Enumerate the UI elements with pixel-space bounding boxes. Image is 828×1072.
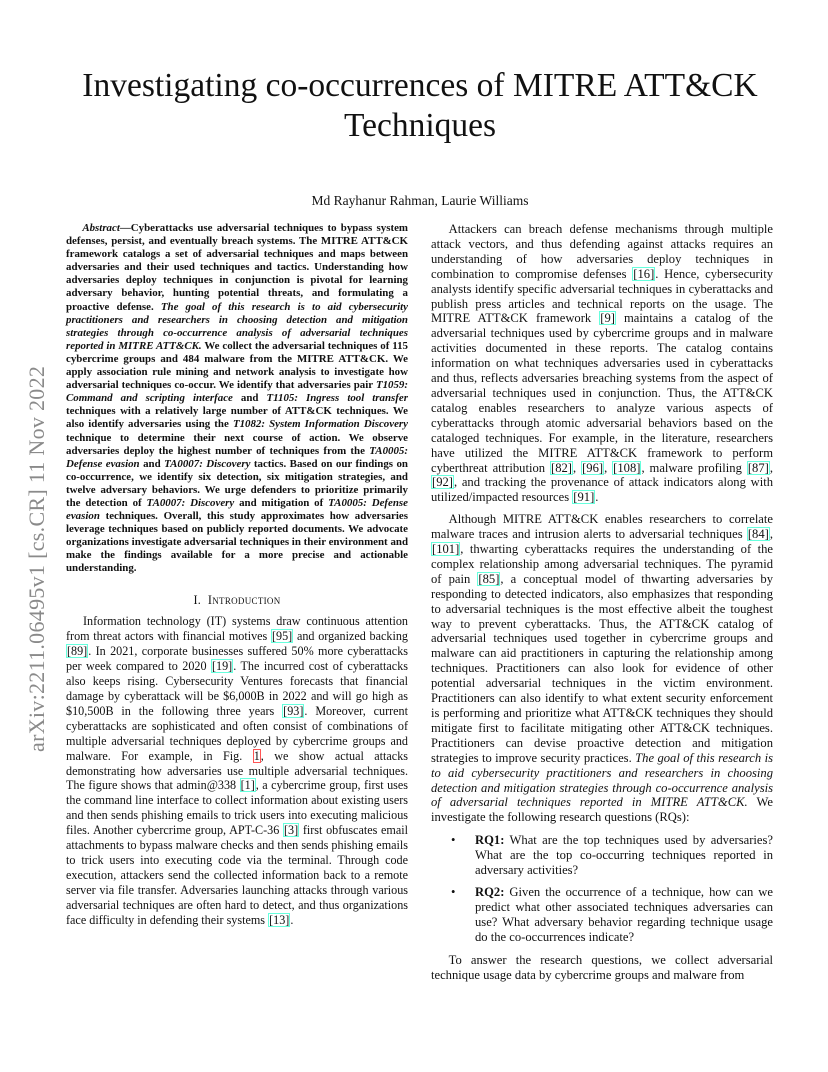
citation-link[interactable]: [85]	[478, 571, 500, 586]
abstract-label: Abstract	[82, 222, 120, 234]
right-paragraph-1: Attackers can breach defense mechanisms through multiple attack vectors, and thus defending against attacks requires an understanding of how adversaries deploy techniques in combination to compromise defenses [16]. Hence, cybersecurity analysts identify specific adversarial techniques in cyberattacks and publish press articles and technical reports on the usage. The MITRE ATT&CK framework [9] maintains a catalog of the adversarial techniques used by cybercrime groups and in malware activities documented in these reports. The catalog contains information on what techniques adversaries used in cyberattacks and thus, reflects adversaries breaching systems from the aspect of adversarial techniques used in conjunction. Thus, the ATT&CK catalog enables researchers to analyze various aspects of cyberattacks through atomic adversarial behaviors based on the cataloged techniques. For example, in the literature, researchers have utilized the MITRE ATT&CK framework to perform cyberthreat attribution [82], [96], [108], malware profiling [87], [92], and tracking the provenance of attack indicators along with utilized/impacted resources [91].	[431, 222, 774, 505]
citation-link[interactable]: [92]	[432, 475, 453, 490]
intro-paragraph-1: Information technology (IT) systems draw continuous attention from threat actors with financial motives [95] and organized backing [89]. In 2021, corporate businesses suffered 50% more cyberattacks per week compared to 2020 [19]. The incurred cost of cyberattacks also keeps rising. Cybersecurity Ventures forecasts that financial damage by cyberattack will be $6,000B in 2022 and will go high as $10,500B in the following three years [93]. Moreover, current cyberattacks are sophisticated and often consist of combinations of multiple adversarial techniques deployed by cybercrime groups and malware. For example, in Fig. 1, we show actual attacks demonstrating how adversaries use multiple adversarial techniques. The figure shows that admin@338 [1], a cybercrime group, first uses the command line interface to collect information about existing users and then sends phishing emails to trick users into executing malicious files. Another cybercrime group, APT-C-36 [3] first obfuscates email attachments to bypass malware checks and then sends phishing emails to trick users into executing code via the terminal. Through code execution, attackers send the collected information back to a remote server via file transfer. Adversaries launching attacks through various adversarial techniques are often hard to detect, and thus organizations face difficulty in defending their systems [13].	[66, 614, 408, 927]
bullet-icon: •	[451, 833, 456, 848]
citation-link[interactable]: [91]	[573, 490, 595, 505]
citation-link[interactable]: [95]	[272, 629, 293, 644]
research-questions-list	[431, 833, 773, 944]
right-column	[431, 222, 773, 982]
citation-link[interactable]: [9]	[600, 311, 615, 326]
list-item: • RQ2: Given the occurrence of a technique, how can we predict what other associated techniques adversaries can use? What adversary behavior regarding technique usage do the co-occurrences indicate?	[451, 884, 773, 944]
citation-link[interactable]: [108]	[613, 460, 641, 475]
citation-link[interactable]: [87]	[747, 460, 769, 475]
citation-link[interactable]: [16]	[633, 266, 655, 281]
citation-link[interactable]: [19]	[212, 659, 233, 674]
paper-title: Investigating co-occurrences of MITRE ATT&CK Techniques	[82, 67, 758, 144]
citation-link[interactable]: [13]	[269, 912, 290, 927]
abstract: Abstract—Cyberattacks use adversarial techniques to bypass system defenses, persist, and eventually breach systems. The MITRE ATT&CK framework catalogs a set of adversarial techniques and maps between adversaries and their used techniques and tactics. Understanding how adversaries deploy techniques in conjunction is pivotal for learning adversary behavior, hunting potential threats, and formulating a proactive defense. The goal of this research is to aid cybersecurity practitioners and researchers in choosing detection and mitigation strategies through co-occurrence analysis of adversarial techniques reported in MITRE ATT&CK. We collect the adversarial techniques of 115 cybercrime groups and 484 malware from the MITRE ATT&CK. We apply association rule mining and network analysis to investigate how adversarial techniques co-occur. We identify that adversaries pair T1059: Command and scripting interface and T1105: Ingress tool transfer techniques with a relatively large number of ATT&CK techniques. We also identify adversaries using the T1082: System Information Discovery technique to determine their next course of action. We observe adversaries deploy the highest number of techniques from the TA0005: Defense evasion and TA0007: Discovery tactics. Based on our findings on co-occurrence, we identify six detection, six mitigation strategies, and twelve adversary behaviors. We urge defenders to prioritize primarily the detection of TA0007: Discovery and mitigation of TA0005: Defense evasion techniques. Overall, this study approximates how adversaries leverage techniques based on publicly reported documents. We advocate organizations investigate adversarial techniques in their environment and make the findings available for a more precise and actionable understanding.	[66, 222, 408, 575]
figure-reference-link[interactable]: 1	[253, 748, 260, 763]
citation-link[interactable]: [3]	[283, 823, 299, 838]
left-column	[66, 222, 408, 927]
right-paragraph-3: To answer the research questions, we collect adversarial technique usage data by cybercrime groups and malware from	[431, 952, 773, 982]
authors: Md Rayhanur Rahman, Laurie Williams	[311, 193, 529, 208]
citation-link[interactable]: [1]	[240, 778, 255, 793]
arxiv-identifier: arXiv:2211.06495v1 [cs.CR] 11 Nov 2022	[24, 365, 49, 752]
citation-link[interactable]: [82]	[551, 460, 572, 475]
right-paragraph-2: Although MITRE ATT&CK enables researchers to correlate malware traces and intrusion alerts to adversarial techniques [84], [101], thwarting cyberattacks requires the understanding of the complex relationship among adversarial techniques. The pyramid of pain [85], a conceptual model of thwarting adversaries by responding to detected indicators, also emphasizes that responding to adversarial techniques is the most effective albeit the toughest way to prevent cyberattacks. Thus, the ATT&CK catalog of adversarial techniques used together in cybercrime groups and malware can aid practitioners in capturing the relationship among techniques. Practitioners can also look for evidence of other potential adversarial techniques in the victim environment. Practitioners can also identify to what extent security enforcement is performing and prioritize what ATT&CK techniques they should mitigate first to facilitate mitigating other ATT&CK techniques. Practitioners can devise proactive detection and mitigation strategies to improve security practices. The goal of this research is to aid cybersecurity practitioners and researchers in choosing detection and mitigation strategies through co-occurrence analysis of adversarial techniques reported in MITRE ATT&CK. We investigate the following research questions (RQs):	[431, 512, 774, 825]
citation-link[interactable]: [84]	[747, 527, 769, 542]
citation-link[interactable]: [93]	[283, 703, 304, 718]
citation-link[interactable]: [96]	[582, 460, 604, 475]
bullet-icon: •	[451, 884, 456, 899]
citation-link[interactable]: [101]	[432, 542, 460, 557]
section-heading-introduction: I. Introduction	[193, 592, 281, 607]
list-item: • RQ1: What are the top techniques used by adversaries? What are the top co-occurring techniques reported in adversary activities?	[451, 833, 773, 878]
citation-link[interactable]: [89]	[67, 644, 88, 659]
